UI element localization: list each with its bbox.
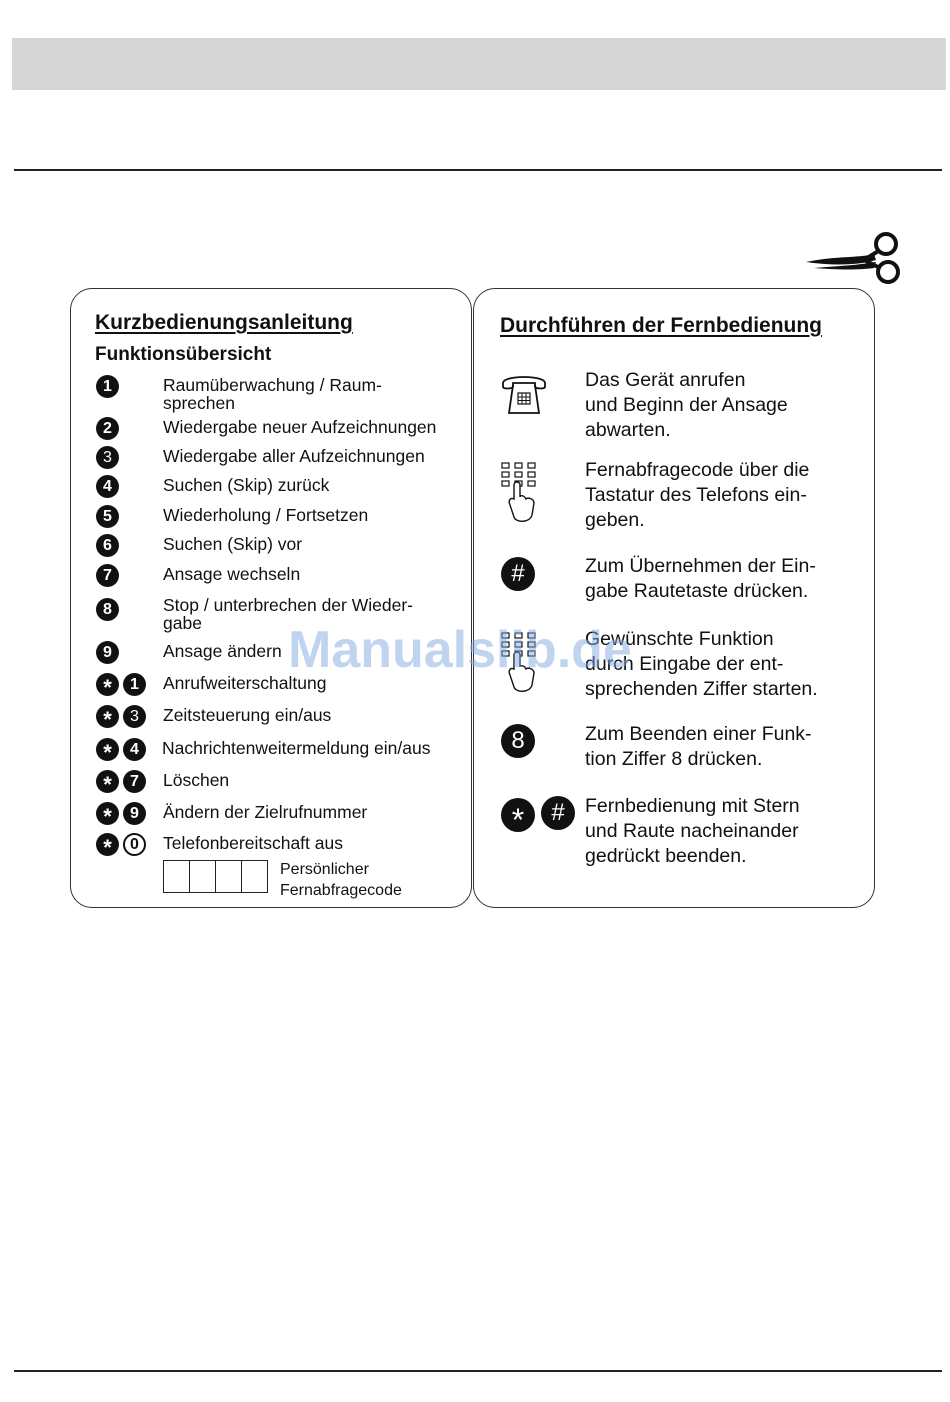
code-digit-box[interactable] [189, 860, 216, 893]
key-6-icon: 6 [96, 534, 119, 557]
scissors-icon [804, 232, 904, 286]
bottom-rule [14, 1370, 942, 1372]
step-text: Fernbedienung mit Stern und Raute nacheinander gedrückt beenden. [585, 795, 800, 867]
star-key-icon: * [96, 833, 119, 856]
code-digit-box[interactable] [215, 860, 242, 893]
function-label: Stop / unterbrechen der Wieder- gabe [163, 595, 413, 633]
function-label: Ändern der Zielrufnummer [163, 802, 368, 822]
key-2-icon: 2 [96, 417, 119, 440]
step-text: Gewünschte Funktion durch Eingabe der ent- sprechenden Ziffer starten. [585, 628, 818, 700]
star-key-icon: * [96, 770, 119, 793]
step-text: Das Gerät anrufen und Beginn der Ansage abwarten. [585, 369, 788, 441]
eight-key-icon: 8 [501, 724, 535, 758]
step-text: Zum Übernehmen der Ein- gabe Rautetaste drücken. [585, 555, 816, 602]
function-label: Wiedergabe aller Aufzeichnungen [163, 446, 425, 466]
star-key-icon: * [96, 673, 119, 696]
header-band [12, 38, 946, 90]
function-label: Ansage wechseln [163, 564, 301, 584]
remote-control-title: Durchführen der Fernbedienung [500, 314, 823, 337]
function-label: Telefonbereitschaft aus [163, 833, 343, 853]
keypad-hand-icon [500, 461, 540, 531]
key-5-icon: 5 [96, 505, 119, 528]
telephone-icon [499, 369, 549, 419]
star-key-icon: * [96, 802, 119, 825]
star-key-icon: * [501, 798, 535, 832]
hash-key-icon: # [501, 557, 535, 591]
keypad-hand-icon [500, 631, 540, 701]
function-label: Nachrichtenweitermeldung ein/aus [162, 738, 431, 758]
key-8-icon: 8 [96, 598, 119, 621]
watermark: Manualslib.de [288, 621, 632, 679]
function-label: Ansage ändern [163, 641, 282, 661]
key-4-icon: 4 [123, 738, 146, 761]
function-label: Suchen (Skip) vor [163, 534, 303, 554]
function-label: Löschen [163, 770, 230, 790]
quick-guide-card [70, 288, 472, 908]
key-4-icon: 4 [96, 475, 119, 498]
remote-code-boxes [164, 860, 268, 893]
star-key-icon: * [96, 705, 119, 728]
function-label: Raumüberwachung / Raum- sprechen [163, 375, 382, 413]
step-text: Fernabfragecode über die Tastatur des Telefons ein- geben. [585, 459, 810, 531]
key-7-icon: 7 [96, 564, 119, 587]
function-label: Zeitsteuerung ein/aus [163, 705, 332, 725]
function-label: Wiedergabe neuer Aufzeichnungen [163, 417, 437, 437]
key-9-icon: 9 [96, 641, 119, 664]
star-key-icon: * [96, 738, 119, 761]
function-label: Wiederholung / Fortsetzen [163, 505, 369, 525]
step-text: Zum Beenden einer Funk- tion Ziffer 8 drücken. [585, 723, 812, 770]
top-rule [14, 169, 942, 171]
key-0-icon: 0 [123, 833, 146, 856]
remote-control-card [473, 288, 875, 908]
key-3-icon: 3 [96, 446, 119, 469]
function-label: Anrufweiterschaltung [163, 673, 327, 693]
function-overview-heading: Funktionsübersicht [95, 344, 272, 365]
code-digit-box[interactable] [163, 860, 190, 893]
key-3-icon: 3 [123, 705, 146, 728]
code-digit-box[interactable] [241, 860, 268, 893]
key-1-icon: 1 [123, 673, 146, 696]
key-9-icon: 9 [123, 802, 146, 825]
remote-code-label: Persönlicher Fernabfragecode [280, 861, 402, 899]
function-label: Suchen (Skip) zurück [163, 475, 330, 495]
quick-guide-title: Kurzbedienungsanleitung [95, 311, 353, 334]
hash-key-icon: # [541, 796, 575, 830]
key-7-icon: 7 [123, 770, 146, 793]
key-1-icon: 1 [96, 375, 119, 398]
